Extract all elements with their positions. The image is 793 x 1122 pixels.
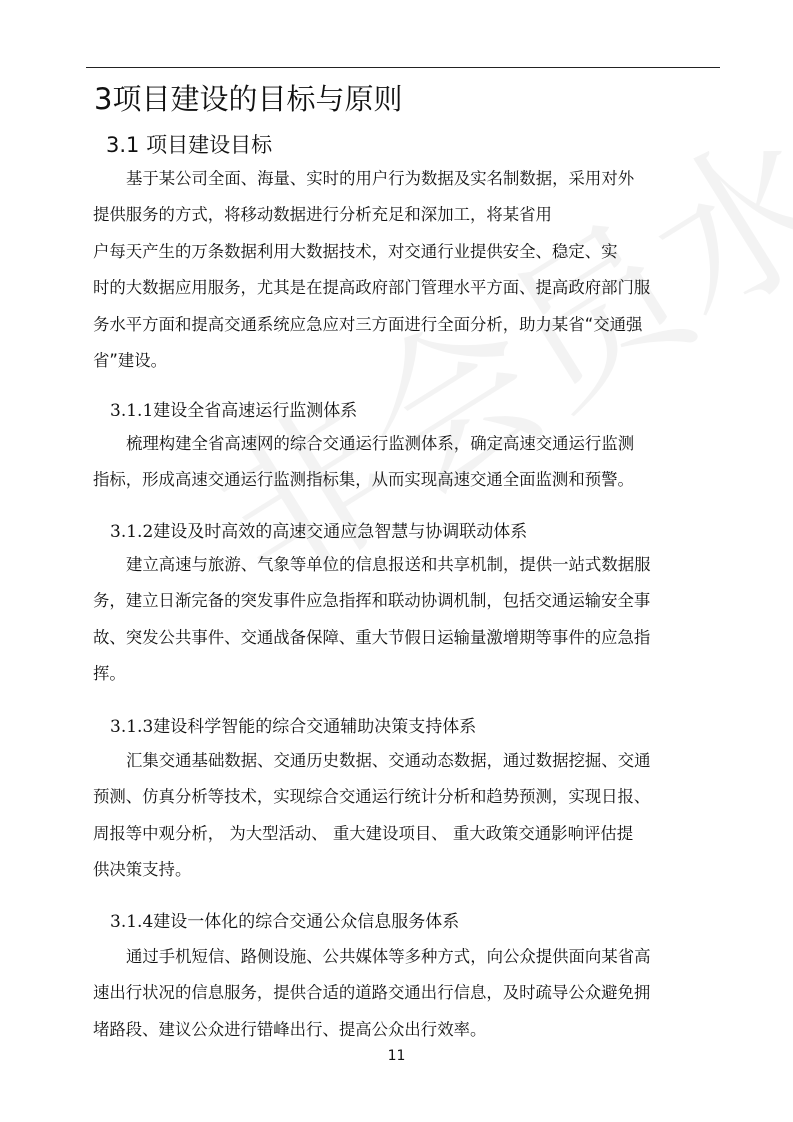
chapter-title: 3项目建设的目标与原则 <box>94 82 403 116</box>
paragraph-line: 梳理构建全省高速网的综合交通运行监测体系，确定高速交通运行监测 <box>126 434 635 453</box>
subsection-title: 建设一体化的综合交通公众信息服务体系 <box>153 912 460 932</box>
subsection-number: 3.1.1 <box>110 401 154 421</box>
subsection-heading <box>110 394 357 428</box>
paragraph-line: 指标，形成高速交通运行监测指标集，从而实现高速交通全面监测和预警。 <box>93 470 634 490</box>
paragraph-line: 户每天产生的万条数据利用大数据技术，对交通行业提供安全、稳定、实 <box>93 241 618 261</box>
section-title: 3.1 项目建设目标 <box>106 133 273 157</box>
paragraph-line: 速出行状况的信息服务，提供合适的道路交通出行信息，及时疏导公众避免拥 <box>93 983 651 1003</box>
paragraph-line: 省”建设。 <box>93 350 168 370</box>
paragraph-line: 时的大数据应用服务，尤其是在提高政府部门管理水平方面、提高政府部门服 <box>93 278 651 298</box>
intro-paragraph <box>93 161 723 379</box>
paragraph-line: 通过手机短信、路侧设施、公共媒体等多种方式，向公众提供面向某省高 <box>126 947 651 966</box>
paragraph-line: 建立高速与旅游、气象等单位的信息报送和共享机制，提供一站式数据服 <box>126 555 651 574</box>
subsection-paragraph <box>93 426 723 499</box>
paragraph-line: 堵路段、建议公众进行错峰出行、提高公众出行效率。 <box>93 1019 487 1039</box>
subsection-title: 建设全省高速运行监测体系 <box>153 401 358 421</box>
page-number: 11 <box>387 1048 406 1064</box>
header-rule <box>86 67 720 68</box>
subsection-heading <box>110 515 527 549</box>
subsection-heading <box>110 710 476 744</box>
paragraph-line: 故、突发公共事件、交通战备保障、重大节假日运输量激增期等事件的应急指 <box>93 627 651 647</box>
paragraph-line: 务水平方面和提高交通系统应急应对三方面进行全面分析，助力某省“交通强 <box>93 314 643 334</box>
subsection-title: 建设及时高效的高速交通应急智慧与协调联动体系 <box>153 522 528 542</box>
subsection-paragraph <box>93 939 723 1048</box>
subsection-paragraph <box>93 547 723 693</box>
paragraph-line: 务，建立日渐完备的突发事件应急指挥和联动协调机制，包括交通运输安全事 <box>93 591 651 611</box>
subsection-heading <box>110 905 459 939</box>
paragraph-line: 汇集交通基础数据、交通历史数据、交通动态数据，通过数据挖掘、交通 <box>126 751 651 770</box>
paragraph-line: 挥。 <box>93 664 126 684</box>
subsection-number: 3.1.4 <box>110 912 154 932</box>
paragraph-line: 周报等中观分析， 为大型活动、 重大建设项目、 重大政策交通影响评估提 <box>93 823 634 843</box>
paragraph-line: 供决策支持。 <box>93 860 192 880</box>
subsection-number: 3.1.2 <box>110 522 154 542</box>
paragraph-line: 预测、仿真分析等技术，实现综合交通运行统计分析和趋势预测，实现日报、 <box>93 787 651 807</box>
subsection-number: 3.1.3 <box>110 717 154 737</box>
subsection-paragraph <box>93 743 723 889</box>
paragraph-line: 提供服务的方式，将移动数据进行分析充足和深加工，将某省用 <box>93 205 552 225</box>
subsection-title: 建设科学智能的综合交通辅助决策支持体系 <box>153 717 477 737</box>
paragraph-line: 基于某公司全面、海量、实时的用户行为数据及实名制数据，采用对外 <box>126 169 635 188</box>
